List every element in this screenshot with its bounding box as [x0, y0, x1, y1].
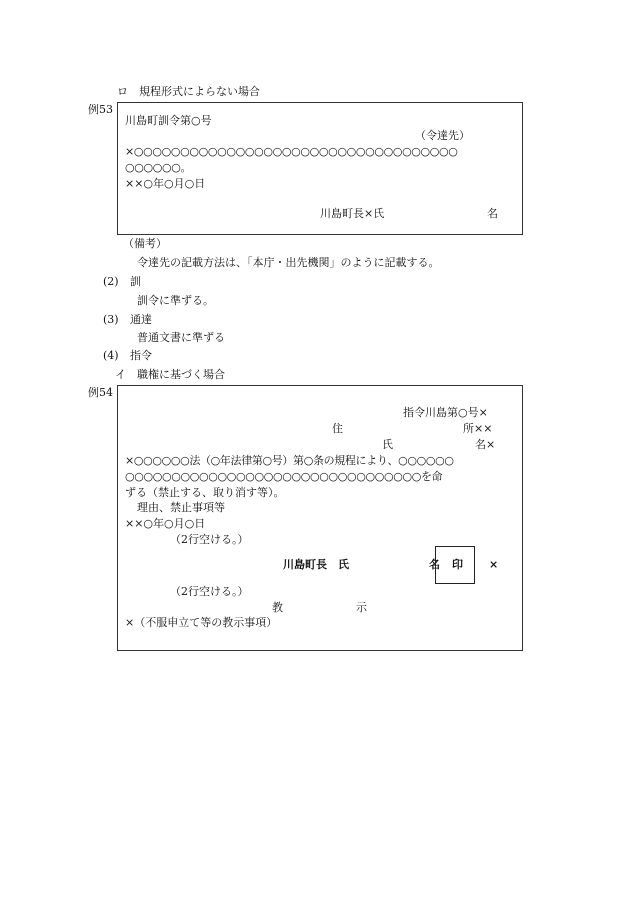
- ex54-signer: 川島町長 氏: [283, 558, 349, 571]
- ex54-gap-note-2: （2行空ける。）: [170, 585, 249, 598]
- ex54-reason: 理由、禁止事項等: [137, 501, 225, 514]
- section-heading-ro: ロ 規程形式によらない場合: [117, 85, 260, 98]
- ex54-kyoji-b: 示: [356, 601, 367, 614]
- ex54-gap-note-1: （2行空ける。）: [170, 533, 249, 546]
- item-4-title: 指令: [130, 349, 152, 362]
- item-2-title: 訓: [130, 275, 141, 288]
- item-2-number: (2): [103, 275, 119, 288]
- example-54-label: 例54: [88, 386, 113, 399]
- ex54-date: ××○年○月○日: [125, 517, 206, 530]
- ex54-kyoji-a: 教: [272, 601, 283, 614]
- section-heading-i: イ 職権に基づく場合: [115, 368, 225, 381]
- ex53-body-line2: ○○○○○○。: [125, 161, 192, 174]
- item-4-number: (4): [103, 349, 119, 362]
- item-3-text: 普通文書に準ずる: [137, 331, 225, 344]
- ex54-address-label-b: 所××: [463, 422, 493, 435]
- ex53-date: ××○年○月○日: [125, 177, 206, 190]
- ex54-body-line2: ○○○○○○○○○○○○○○○○○○○○○○○○○○○○○○○○を命: [125, 470, 443, 483]
- ex54-footer: ×（不服申立て等の教示事項）: [125, 616, 278, 629]
- ex54-body-line1: ×○○○○○○法（○年法律第○号）第○条の規程により、○○○○○○: [125, 454, 454, 467]
- ex54-signer-name: 名: [429, 558, 440, 571]
- ex54-after-seal: ×: [489, 558, 499, 571]
- ex54-address-label-a: 住: [332, 422, 343, 435]
- item-3-title: 通達: [130, 313, 152, 326]
- ex54-name-label-b: 名×: [475, 438, 496, 451]
- item-2-text: 訓令に準ずる。: [137, 294, 214, 307]
- ex53-signer: 川島町長×氏: [320, 207, 385, 220]
- ex53-body-line1: ×○○○○○○○○○○○○○○○○○○○○○○○○○○○○○○○○○○○: [125, 145, 458, 158]
- ex53-signer-name: 名: [487, 207, 498, 220]
- item-3-number: (3): [103, 313, 119, 326]
- example-53-label: 例53: [88, 103, 113, 116]
- biko-text: 令達先の記載方法は、「本庁・出先機関」のように記載する。: [137, 256, 440, 269]
- ex53-order-number: 川島町訓令第○号: [125, 114, 212, 127]
- biko-title: （備考）: [123, 237, 167, 250]
- ex54-name-label-a: 氏: [382, 438, 393, 451]
- seal-label: 印: [452, 558, 463, 571]
- ex53-recipient: （令達先）: [415, 129, 470, 142]
- ex54-body-line3: ずる（禁止する、取り消す等）。: [125, 486, 285, 499]
- ex54-order-number: 指令川島第○号×: [403, 406, 488, 419]
